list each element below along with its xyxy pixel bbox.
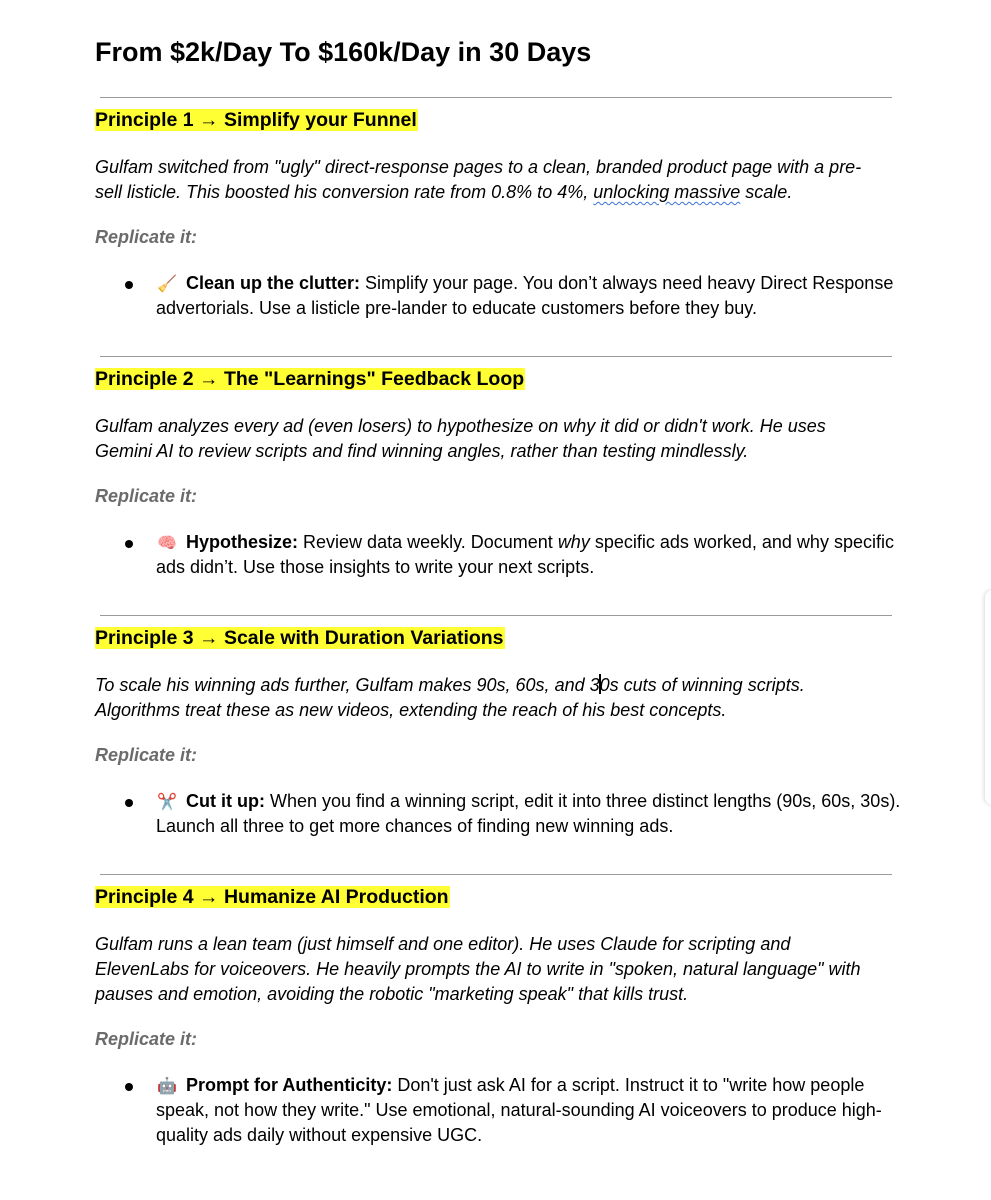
bullet-dot	[125, 540, 133, 548]
principle-3-heading-text: Principle 3 → Scale with Duration Variations	[95, 627, 504, 649]
brain-icon: 🧠	[157, 533, 177, 552]
principle-3-heading	[95, 625, 505, 651]
principle-3-description[interactable]: To scale his winning ads further, Gulfam makes 90s, 60s, and 30s cuts of winning scripts. Algorithms treat these as new videos, extending the reach of his best concepts.	[95, 675, 805, 720]
principle-2-heading-text: Principle 2 → The "Learnings" Feedback Loop	[95, 368, 525, 390]
principle-4-description: Gulfam runs a lean team (just himself and one editor). He uses Claude for scripting and ElevenLabs for voiceovers. He heavily prompts the AI to write in "spoken, natural language" with pauses and emotion, avoiding the robotic "marketing speak" that kills trust.	[95, 934, 861, 1004]
spellcheck-underline[interactable]: unlocking massive	[593, 182, 741, 202]
side-panel-handle[interactable]	[985, 590, 991, 805]
robot-icon: 🤖	[157, 1076, 177, 1095]
principle-3-replicate-label: Replicate it:	[95, 745, 198, 765]
horizontal-rule	[100, 97, 892, 98]
bullet-lead: Hypothesize:	[186, 532, 299, 552]
principle-4-replicate-label: Replicate it:	[95, 1029, 198, 1049]
principle-2-description: Gulfam analyzes every ad (even losers) to hypothesize on why it did or didn't work. He uses Gemini AI to review scripts and find winning angles, rather than testing mindlessly.	[95, 416, 826, 461]
principle-1-description: Gulfam switched from "ugly" direct-response pages to a clean, branded product page with a pre-sell listicle. This boosted his conversion rate from 0.8% to 4%, unlocking massive scale.	[95, 157, 862, 202]
bullet-lead: Prompt for Authenticity:	[186, 1075, 393, 1095]
document-title: From $2k/Day To $160k/Day in 30 Days	[95, 37, 592, 67]
principle-1-heading-text: Principle 1 → Simplify your Funnel	[95, 109, 417, 131]
bullet-dot	[125, 281, 133, 289]
bullet-dot	[125, 1083, 133, 1091]
horizontal-rule	[100, 356, 892, 357]
bullet-lead: Clean up the clutter:	[186, 273, 361, 293]
bullet-dot	[125, 799, 133, 807]
principle-1-replicate-label: Replicate it:	[95, 227, 198, 247]
horizontal-rule	[100, 615, 892, 616]
principle-2-heading	[95, 366, 525, 392]
principle-2-replicate-label: Replicate it:	[95, 486, 198, 506]
bullet-lead: Cut it up:	[186, 791, 265, 811]
principle-4-heading	[95, 884, 450, 910]
broom-icon: 🧹	[157, 274, 177, 293]
horizontal-rule	[100, 874, 892, 875]
principle-4-heading-text: Principle 4 → Humanize AI Production	[95, 886, 449, 908]
principle-1-heading	[95, 107, 418, 133]
scissors-icon: ✂️	[157, 792, 177, 811]
